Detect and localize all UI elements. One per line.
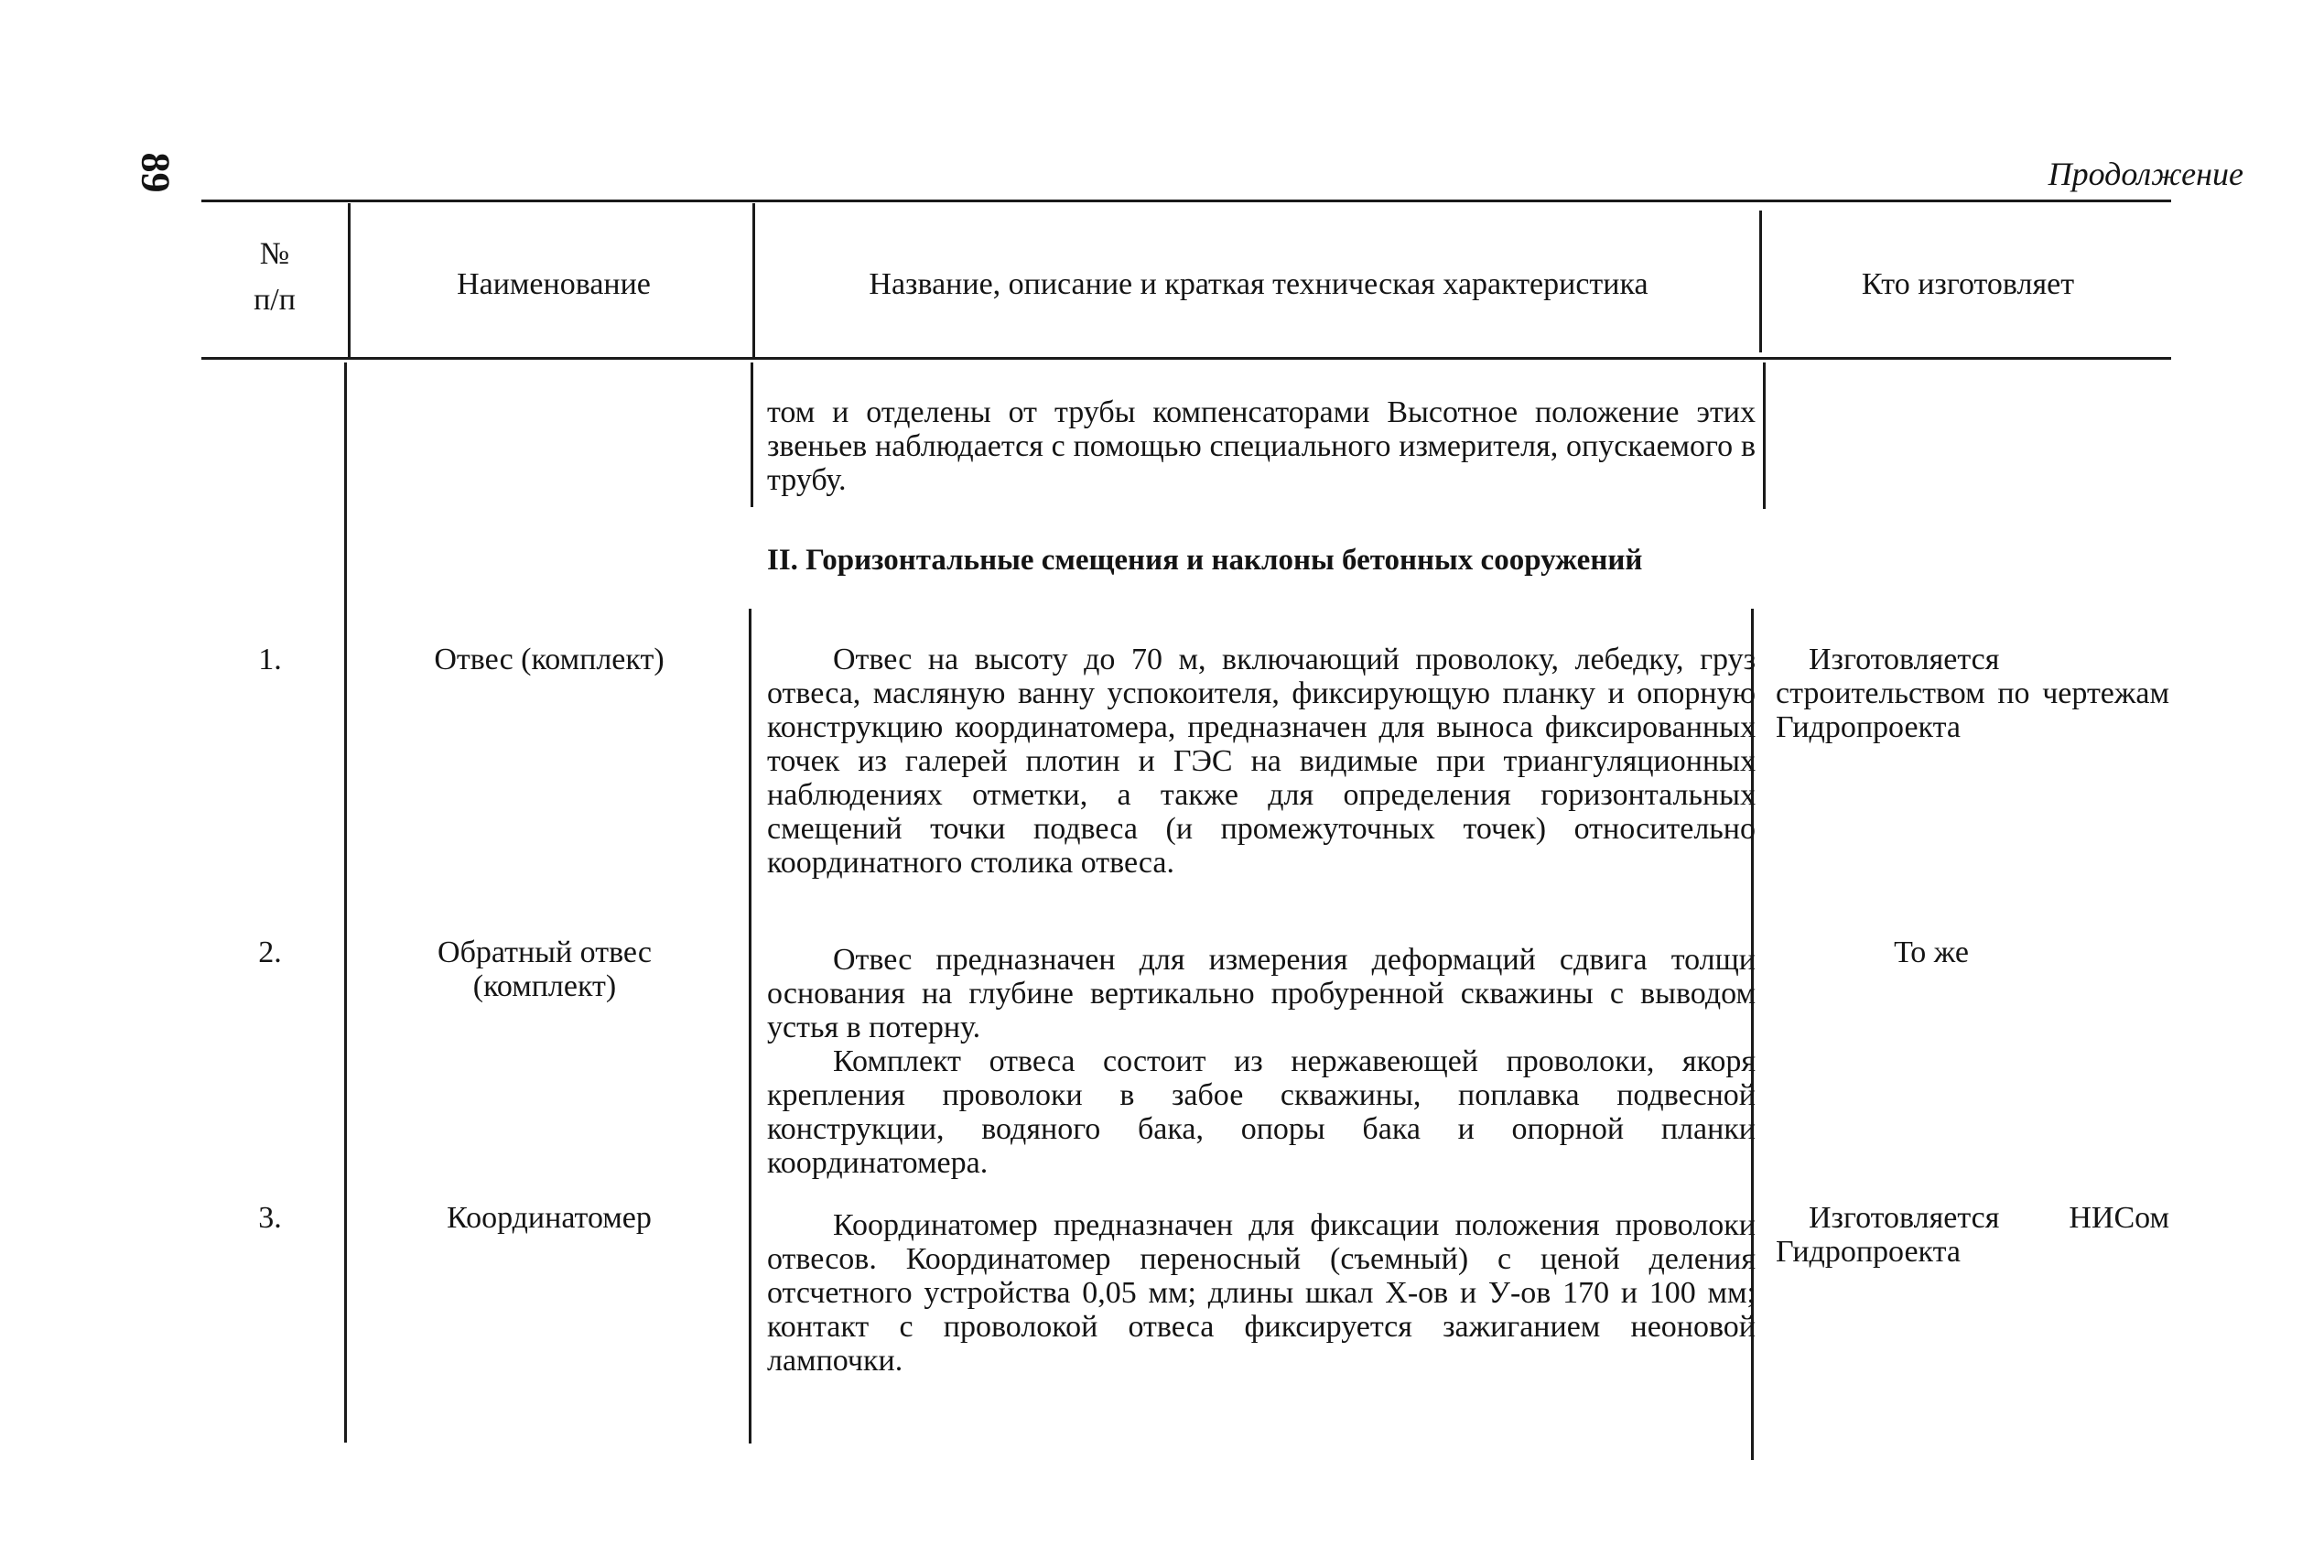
col-divider-3 (1759, 211, 1762, 352)
col-divider-3-body-a (1763, 362, 1766, 509)
row-1-name: Отвес (комплект) (434, 643, 665, 676)
header-desc: Название, описание и краткая техническая характеристика (869, 267, 1648, 301)
section-title: II. Горизонтальные смещения и наклоны бетонных сооружений (767, 544, 1643, 577)
row-1-desc (767, 643, 1756, 880)
table-header-rule (201, 357, 2171, 360)
row-3-desc (767, 1208, 1756, 1378)
row-2-maker: То же (1894, 935, 1969, 969)
row-3-desc-p1: Координатомер предназначен для фиксации положения проволоки отвесов. Координатомер переносный (съемный) с ценой деления отсчетного устройства 0,05 мм; длины шкал Х-ов и У-ов 170 и 100 мм; контакт с проволокой отвеса фиксируется зажиганием неоновой лампочки. (767, 1208, 1756, 1378)
row-1-desc-p1: Отвес на высоту до 70 м, включающий проволоку, лебедку, груз отвеса, масляную ванну успокоителя, фиксирующую планку и опорную конструкцию координатомера, предназначен для выноса фиксированных точек из галерей плотин и ГЭС на видимые при триангуляционных наблюдениях отметки, а также для определения горизонтальных смещений точки подвеса (и промежуточных точек) относительно координатного столика отвеса. (767, 643, 1756, 880)
row-2-name: Обратный отвес (комплект) (438, 935, 652, 1003)
row-1-num: 1. (258, 643, 282, 676)
col-divider-1-body (344, 362, 347, 1443)
row-2-desc-p2: Комплект отвеса состоит из нержавеющей проволоки, якоря крепления проволоки в забое скважины, поплавка подвесной конструкции, водяного бака, опоры бака и опорной планки координатомера. (767, 1044, 1756, 1180)
header-num: № п/п (254, 237, 296, 317)
header-maker: Кто изготовляет (1861, 267, 2075, 301)
table-top-rule (201, 200, 2171, 202)
col-divider-2 (752, 203, 755, 359)
continuation-label: Продолжение (2048, 156, 2243, 192)
row-2-desc (767, 943, 1756, 1180)
row-2-num: 2. (258, 935, 282, 969)
intro-text: том и отделены от трубы компенсаторами Высотное положение этих звеньев наблюдается с помощью специального измерителя, опускаемого в трубу. (767, 395, 1756, 497)
col-divider-2-body-b (749, 609, 751, 1444)
page-number: 89 (133, 152, 178, 193)
row-3-num: 3. (258, 1201, 282, 1235)
row-3-maker: Изготовляется НИСом Гидропроекта (1776, 1201, 2169, 1269)
row-3-name: Координатомер (447, 1201, 652, 1235)
col-divider-1 (348, 203, 351, 359)
col-divider-2-body-a (751, 362, 753, 507)
row-1-maker: Изготовляется строительством по чертежам Гидропроекта (1776, 643, 2169, 744)
header-name: Наименование (457, 267, 651, 301)
row-2-desc-p1: Отвес предназначен для измерения деформаций сдвига толщи основания на глубине вертикально пробуренной скважины с выводом устья в потерну. (767, 943, 1756, 1044)
